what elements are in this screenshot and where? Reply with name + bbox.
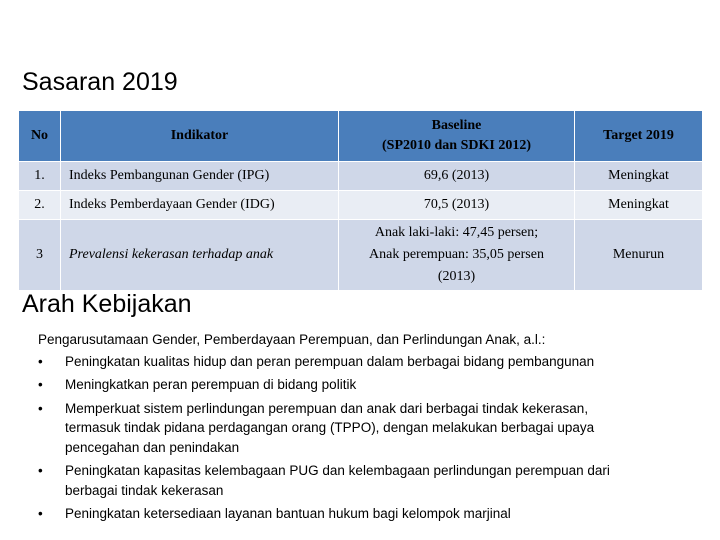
list-item [38, 461, 698, 500]
list-item-line: Meningkatkan peran perempuan di bidang politik [65, 377, 357, 392]
list-item-line: Peningkatan ketersediaan layanan bantuan hukum bagi kelompok marjinal [65, 506, 511, 521]
policy-list [38, 352, 698, 524]
cell-baseline-line2: Anak perempuan: 35,05 persen [369, 247, 544, 262]
bullet-icon: • [38, 400, 43, 416]
sasaran-title: Sasaran 2019 [22, 68, 178, 96]
list-item-line: Peningkatan kualitas hidup dan peran perempuan dalam berbagai bidang pembangunan [65, 353, 595, 369]
cell-indikator: Indeks Pemberdayaan Gender (IDG) [61, 191, 339, 220]
list-item-line: pencegahan dan penindakan [65, 439, 240, 455]
table-row [19, 191, 703, 220]
list-item-line: Peningkatan kapasitas kelembagaan PUG dan kelembagaan perlindungan perempuan dari [65, 463, 610, 478]
cell-target: Meningkat [575, 191, 703, 220]
cell-indikator: Indeks Pembangunan Gender (IPG) [61, 162, 339, 191]
list-item-line: Memperkuat sistem perlindungan perempuan dan anak dari berbagai tindak kekerasan, [65, 400, 589, 416]
cell-no: 1. [19, 162, 61, 191]
cell-target: Meningkat [575, 162, 703, 191]
arah-title: Arah Kebijakan [22, 290, 192, 318]
policy-intro: Pengarusutamaan Gender, Pemberdayaan Perempuan, dan Perlindungan Anak, a.l.: [38, 332, 546, 347]
policy-list-section [38, 330, 698, 528]
list-item-line: termasuk tindak pidana perdagangan orang (TPPO), dengan melakukan berbagai upaya [65, 420, 595, 435]
cell-indikator: Prevalensi kekerasan terhadap anak [61, 220, 339, 291]
header-no: No [19, 111, 61, 162]
sasaran-table [18, 110, 703, 291]
cell-baseline: 69,6 (2013) [339, 162, 575, 191]
list-item [38, 375, 698, 395]
bullet-icon: • [38, 506, 43, 521]
table-row [19, 220, 703, 291]
cell-baseline [339, 220, 575, 291]
list-item-line: berbagai tindak kekerasan [65, 482, 224, 498]
bullet-icon: • [38, 463, 43, 478]
cell-target: Menurun [575, 220, 703, 291]
header-baseline-line2: (SP2010 dan SDKI 2012) [382, 138, 531, 153]
header-baseline [339, 111, 575, 162]
list-item [38, 352, 698, 372]
bullet-icon: • [38, 377, 43, 392]
list-item [38, 504, 698, 524]
list-item [38, 399, 698, 458]
table-row [19, 162, 703, 191]
cell-baseline-line3: (2013) [437, 269, 476, 284]
cell-no: 3 [19, 220, 61, 291]
cell-baseline: 70,5 (2013) [339, 191, 575, 220]
cell-no: 2. [19, 191, 61, 220]
header-baseline-line1: Baseline [431, 118, 482, 133]
bullet-icon: • [38, 353, 43, 369]
table-header-row [19, 111, 703, 162]
cell-baseline-line1: Anak laki-laki: 47,45 persen; [374, 225, 539, 240]
header-indikator: Indikator [61, 111, 339, 162]
header-target: Target 2019 [575, 111, 703, 162]
